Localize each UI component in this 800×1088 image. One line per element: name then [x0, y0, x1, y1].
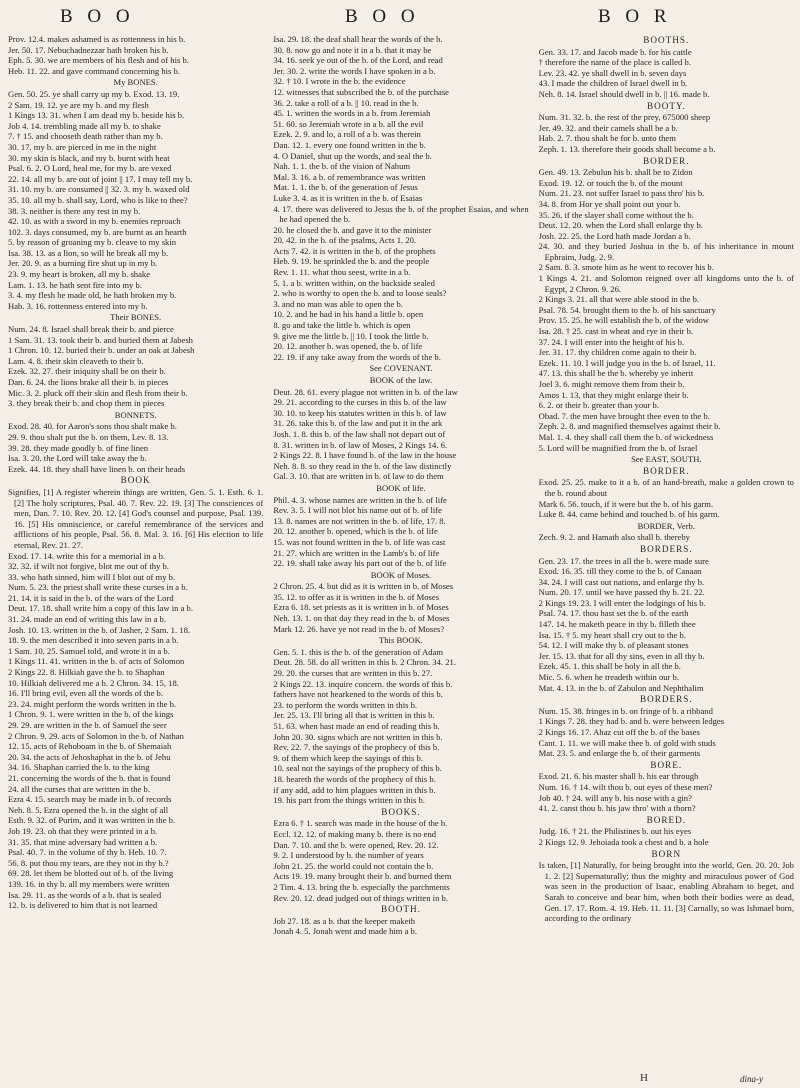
concordance-entry: Lam. 1. 13. he hath sent fire into my b. — [8, 279, 142, 290]
concordance-entry: 2. who is worthy to open the b. and to loose seals? — [273, 288, 447, 299]
concordance-entry: 2 Kings 12. 9. Jehoiada took a chest and b. a hole — [538, 836, 709, 847]
concordance-entry: Num. 24. 8. Israel shall break their b. and pierce — [8, 324, 174, 335]
concordance-entry: 1 Kings 11. 41. written in the b. of acts of Solomon — [8, 656, 185, 667]
entry-heading: BORDER. — [643, 465, 690, 476]
concordance-entry: Isa. 29. 18. the deaf shall hear the words of the b. — [273, 34, 443, 44]
concordance-entry: 5. 1. a b. written within, on the backside sealed — [273, 277, 435, 288]
concordance-entry: Exod. 25. 25. make to it a b. of an hand-breath, make a golden crown to the b. round about — [538, 477, 794, 498]
concordance-entry: Mal. 1. 4. they shall call them the b. of wickedness — [538, 431, 714, 442]
concordance-entry: Psal. 40. 7. in the volume of thy b. Heb. 10. 7. — [8, 847, 167, 858]
concordance-entry: Josh. 10. 13. written in the b. of Jasher, 2 Sam. 1. 18. — [8, 624, 191, 635]
concordance-entry: Mal. 3. 16. a b. of remembrance was written — [273, 171, 426, 182]
concordance-entry: 51. 63. when hast made an end of reading this b. — [273, 721, 440, 731]
concordance-entry: Exod. 28. 40. for Aaron's sons thou shalt make b. — [8, 421, 177, 432]
concordance-entry: Hab. 2. 7. thou shalt be for b. unto them — [538, 133, 676, 144]
concordance-entry: Jer. 31. 17. thy children come again to their b. — [538, 347, 697, 358]
concordance-entry: 21. concerning the words of the b. that is found — [8, 772, 171, 783]
concordance-entry: 6. 2. or their b. greater than your b. — [538, 400, 659, 411]
concordance-entry: Job 40. † 24. will any b. his nose with a gin? — [538, 792, 692, 803]
concordance-entry: Gen. 33. 17. and Jacob made b. for his cattle — [538, 46, 692, 57]
concordance-entry: Dan. 7. 10. and the b. were opened, Rev. 20. 12. — [273, 839, 439, 850]
concordance-entry: 10. seal not the sayings of the prophecy of this b. — [273, 763, 442, 774]
catchword: dina-y — [740, 1074, 763, 1084]
concordance-entry: Acts 7. 42. it is written in the b. of the prophets — [273, 245, 436, 256]
column-right — [539, 34, 794, 1082]
entry-heading: BOOK — [120, 475, 151, 486]
concordance-entry: John 20. 30. signs which are not written in this b. — [273, 731, 443, 742]
concordance-entry: Deut. 17. 18. shall write him a copy of this law in a b. — [8, 603, 193, 614]
entry-heading: BOOTY. — [646, 100, 686, 111]
concordance-entry: Mark 6. 56. touch, if it were but the b. of his garm. — [538, 498, 714, 509]
concordance-entry: Neh. 8. 14. Israel should dwell in b. || 16. made b. — [538, 88, 710, 99]
concordance-entry: 15. was not found written in the b. of life was cast — [273, 536, 446, 547]
concordance-entry: 35. 26. if the slayer shall come without the b. — [538, 209, 694, 220]
sub-heading: BOOK of life. — [376, 482, 426, 493]
concordance-entry: 2 Sam. 19. 12. ye are my b. and my flesh — [8, 99, 149, 110]
concordance-entry: 8. go and take the little b. which is open — [273, 320, 411, 331]
concordance-entry: if any add, add to him plagues written in this b. — [273, 784, 436, 795]
concordance-entry: 2 Kings 16. 17. Ahaz cut off the b. of the bases — [538, 727, 700, 737]
entry-heading: BORDERS. — [639, 543, 693, 554]
concordance-entry: Judg. 16. † 21. the Philistines b. out his eyes — [538, 826, 692, 837]
concordance-entry: Prov. 15. 25. he will establish the b. of the widow — [538, 315, 709, 326]
concordance-entry: Neh. 8. 8. so they read in the b. of the law distinctly — [273, 460, 452, 471]
concordance-entry: 29. 29. are written in the b. of Samuel the seer — [8, 720, 167, 730]
concordance-entry: 3. and no man was able to open the b. — [273, 298, 403, 309]
concordance-entry: 1 Chron. 10. 12. buried their b. under an oak at Jabesh — [8, 345, 195, 356]
concordance-entry: 3. they break their b. and chop them in pieces — [8, 398, 165, 409]
concordance-entry: 4. O Daniel, shut up the words, and seal the b. — [273, 150, 432, 161]
concordance-entry: Rev. 1. 11. what thou seest, write in a b. — [273, 267, 411, 278]
concordance-entry: 1 Sam. 10. 25. Samuel told, and wrote it in a b. — [8, 645, 170, 656]
concordance-entry: Jer. 30. 2. write the words I have spoken in a b. — [273, 65, 436, 76]
sub-heading: BONNETS. — [114, 409, 157, 420]
concordance-entry: 45. 1. written the words in a b. from Jeremiah — [273, 108, 431, 119]
concordance-entry: 102. 3. days consumed, my b. are burnt as an hearth — [8, 226, 187, 237]
concordance-entry: Josh. 1. 8. this b. of the law shall not depart out of — [273, 428, 446, 439]
concordance-entry: Deut. 28. 61. every plague not written in b. of the law — [273, 386, 458, 397]
concordance-entry: 1 Kings 7. 28. they had b. and b. were between ledges — [538, 716, 725, 727]
concordance-entry: 22. 19. shall take away his part out of the b. of life — [273, 558, 447, 569]
concordance-entry: Deut. 12. 20. when the Lord shall enlarge thy b. — [538, 220, 703, 231]
concordance-entry: 69. 28. let them be blotted out of b. of the living — [8, 868, 174, 879]
concordance-entry: 21. 27. which are written in the Lamb's b. of life — [273, 547, 440, 558]
concordance-entry: Num. 16. † 14. wilt thou b. out eyes of these men? — [538, 781, 713, 792]
concordance-entry: 51. 60. so Jeremiah wrote in a b. all the evil — [273, 118, 424, 129]
concordance-entry: Ezek. 11. 10. I will judge you in the b. of Israel, 11. — [538, 357, 716, 368]
concordance-entry: 29. 21. according to the curses in this b. of the law — [273, 397, 447, 408]
concordance-entry: Ezek. 44. 18. they shall have linen b. on their heads — [8, 463, 186, 474]
sub-heading: See EAST, SOUTH. — [631, 454, 702, 465]
concordance-entry: Luke 3. 4. as it is written in the b. of Esaias — [273, 192, 423, 203]
concordance-entry: Isa. 3. 20. the Lord will take away the b. — [8, 453, 147, 464]
column-middle — [273, 34, 528, 1082]
concordance-entry: Gen. 49. 13. Zebulun his b. shall be to Zidon — [538, 167, 693, 178]
concordance-entry: 1 Kings 4. 21. and Solomon reigned over all kingdoms unto the b. of Egypt, 2 Chron. 9. 26. — [538, 273, 794, 294]
concordance-entry: † therefore the name of the place is called b. — [538, 57, 691, 68]
concordance-entry: Lam. 4. 8. their skin cleaveth to their b. — [8, 355, 144, 366]
concordance-entry: Joel 3. 6. might remove them from their b. — [538, 379, 685, 389]
concordance-entry: Isa. 29. 11. as the words of a b. that is sealed — [8, 889, 162, 900]
concordance-entry: Exod. 19. 12. or touch the b. of the mount — [538, 177, 683, 188]
entry-heading: BOOTH. — [381, 904, 421, 915]
column-left — [8, 34, 263, 1082]
concordance-entry: 18. heareth the words of the prophecy of this b. — [273, 773, 436, 784]
concordance-entry: Rev. 22. 7. the sayings of the prophecy of this b. — [273, 742, 440, 753]
concordance-entry: 32. † 10. I wrote in the b. the evidence — [273, 76, 406, 87]
concordance-entry: 9. 2. I understood by b. the number of years — [273, 850, 424, 861]
concordance-entry: 31. 24. made an end of writing this law in a b. — [8, 614, 166, 625]
concordance-entry: Heb. 11. 22. and gave command concerning his b. — [8, 65, 180, 76]
concordance-entry: fathers have not hearkened to the words of this b. — [273, 689, 443, 700]
concordance-entry: Ezek. 2. 9. and lo, a roll of a b. was therein — [273, 129, 421, 140]
concordance-entry: Jonah 4. 5. Jonah went and made him a b. — [273, 926, 418, 937]
concordance-entry: 18. 9. the men described it into seven parts in a b. — [8, 635, 179, 646]
concordance-entry: 1 Chron. 9. 1. were written in the b. of the kings — [8, 709, 174, 720]
concordance-entry: 10. 2. and he had in his hand a little b. open — [273, 309, 424, 320]
sub-heading: This BOOK. — [379, 635, 423, 646]
concordance-entry: 147. 14. he maketh peace in thy b. filleth thee — [538, 619, 696, 630]
concordance-entry: Isa. 38. 13. as a lion, so will he break all my b. — [8, 247, 169, 258]
concordance-entry: 35. 10. all my b. shall say, Lord, who is like to thee? — [8, 194, 188, 205]
running-head-center: B O O — [345, 6, 420, 27]
concordance-entry: Josh. 22. 25. the Lord hath made Jordan a b. — [538, 230, 691, 241]
running-head-left: B O O — [60, 6, 135, 27]
concordance-entry: 3. 4. my flesh he made old, he hath broken my b. — [8, 290, 177, 301]
concordance-entry: Eph. 5. 30. we are members of his flesh and of his b. — [8, 55, 189, 66]
concordance-entry: 35. 12. to offer as it is written in the b. of Moses — [273, 591, 440, 602]
concordance-entry: 31. 10. my b. are consumed || 32. 3. my b. waxed old — [8, 184, 190, 195]
concordance-entry: Exod. 17. 14. write this for a memorial in a b. — [8, 550, 166, 561]
concordance-entry: Acts 19. 19. many brought their b. and burned them — [273, 871, 452, 882]
concordance-entry: 21. 14. it is said in the b. of the wars of the Lord — [8, 592, 174, 603]
concordance-entry: 54. 12. I will make thy b. of pleasant stones — [538, 640, 689, 651]
concordance-entry: Heb. 9. 19. he sprinkled the b. and the people — [273, 256, 430, 267]
concordance-entry: 37. 24. I will enter into the height of his b. — [538, 336, 685, 347]
sub-heading: BOOK of Moses. — [370, 569, 432, 580]
concordance-entry: 2 Kings 22. 8. Hilkiah gave the b. to Shaphan — [8, 667, 165, 678]
concordance-entry: 56. 8. put thou my tears, are they not in thy b.? — [8, 857, 169, 868]
concordance-entry: 36. 2. take a roll of a b. || 10. read in the b. — [273, 97, 419, 108]
concordance-entry: Neh. 13. 1. on that day they read in the b. of Moses — [273, 613, 450, 624]
concordance-entry: Jer. 25. 13. I'll bring all that is written in this b. — [273, 710, 435, 721]
concordance-entry: Psal. 78. 54. brought them to the b. of his sanctuary — [538, 304, 716, 315]
concordance-entry: Dan. 12. 1. every one found written in the b. — [273, 139, 426, 150]
concordance-entry: 39. 28. they made goodly b. of fine linen — [8, 442, 149, 453]
concordance-entry: Mat. 4. 13. in the b. of Zabulon and Nephthalim — [538, 682, 704, 693]
concordance-entry: 9. give me the little b. || 10. I took the little b. — [273, 330, 429, 341]
text-columns — [8, 34, 794, 1082]
concordance-entry: 34. 8. from Hor ye shall point out your b. — [538, 198, 681, 209]
signature-mark: H — [640, 1072, 648, 1084]
concordance-entry: 2 Kings 3. 21. all that were able stood in the b. — [538, 294, 700, 305]
concordance-entry: 2 Kings 22. 8. I have found b. of the law in the house — [273, 450, 457, 461]
concordance-entry: Lev. 23. 42. ye shall dwell in b. seven days — [538, 67, 687, 78]
concordance-entry: Job 4. 14. trembling made all my b. to shake — [8, 120, 161, 131]
concordance-entry: Rev. 20. 12. dead judged out of things written in b. — [273, 892, 448, 903]
concordance-entry: Gen. 5. 1. this is the b. of the generation of Adam — [273, 646, 444, 657]
concordance-entry: Is taken, [1] Naturally, for being brought into the world, Gen. 20. 20. Job 1. 2. [2] Supernaturally; thus the mighty and miraculous power of God was seen in the production of Isaac, enabling Abraham to beget, and Sarah to conceive and bear him, when both their bodies were as dead, Gen. 17. 17. Rom. 4. 19. Heb. 11. 11. [3] Carnally, so was Ishmael born, according to the ordinary — [538, 860, 794, 924]
concordance-entry: Deut. 28. 58. do all written in this b. 2 Chron. 34. 21. — [273, 657, 456, 668]
concordance-entry: 23. 24. might perform the words written in the b. — [8, 698, 177, 709]
concordance-entry: 20. 42. in the b. of the psalms, Acts 1. 20. — [273, 235, 417, 246]
concordance-entry: 34. 24. I will cast out nations, and enlarge thy b. — [538, 576, 705, 587]
concordance-entry: 8. 31. written in b. of law of Moses, 2 Kings 14. 6. — [273, 439, 448, 450]
concordance-entry: 42. 10. as with a sword in my b. enemies reproach — [8, 216, 181, 227]
entry-heading: BORDER. — [643, 155, 690, 166]
sub-heading: See COVENANT. — [369, 363, 433, 374]
concordance-entry: Num. 31. 32. b. the rest of the prey, 675000 sheep — [538, 112, 711, 123]
concordance-entry: Zeph. 2. 8. and magnified themselves against their b. — [538, 421, 721, 432]
concordance-entry: 30. my skin is black, and my b. burnt with heat — [8, 152, 170, 163]
concordance-entry: 10. Hilkiah delivered me a b. 2 Chron. 34. 15, 18. — [8, 677, 179, 688]
concordance-entry: 12. 15. acts of Rehoboam in the b. of Shemaiah — [8, 741, 172, 752]
running-head-right: B O R — [598, 6, 672, 27]
concordance-entry: Eccl. 12. 12. of making many b. there is no end — [273, 828, 437, 839]
concordance-entry: Gal. 3. 10. that are written in b. of law to do them — [273, 471, 444, 482]
concordance-entry: Gen. 23. 17. the trees in all the b. were made sure — [538, 555, 709, 566]
concordance-entry: 20. he closed the b. and gave it to the minister — [273, 224, 432, 235]
concordance-entry: Obad. 7. the men have brought thee even to the b. — [538, 410, 710, 421]
concordance-entry: 12. witnesses that subscribed the b. of the purchase — [273, 86, 449, 97]
concordance-entry: 2 Chron. 9. 29. acts of Solomon in the b. of Nathan — [8, 730, 184, 741]
concordance-entry: 41. 2. canst thou b. his jaw thro' with a thorn? — [538, 803, 696, 814]
sub-heading: BORDER, Verb. — [637, 520, 695, 531]
concordance-entry: Signifies, [1] A register wherein things are written, Gen. 5. 1. Esth. 6. 1. [2] The holy scriptures, Psal. 40. 7. Rev. 22. 19. [3] The consciences of men, Dan. 7. 10. Rev. 20. 12. [4] God's counsel and purpose, Psal. 139. 16. [5] His omniscience, or careful remembrance of the services and afflictions of his people, Psal. 56. 8. Mal. 3. 16. [6] His election to life eternal, Rev. 21. 27. — [8, 486, 264, 550]
concordance-entry: 13. 8. names are not written in the b. of life, 17. 8. — [273, 515, 446, 526]
concordance-entry: Isa. 28. † 25. cast in wheat and rye in their b. — [538, 326, 694, 337]
concordance-entry: Prov. 12.4. makes ashamed is as rottenness in his b. — [8, 34, 186, 44]
concordance-entry: 24. all the curses that are written in the b. — [8, 783, 150, 794]
concordance-entry: Exod. 21. 6. his master shall b. his ear through — [538, 771, 699, 782]
concordance-entry: Mic. 5. 6. when he treadeth within our b. — [538, 672, 679, 683]
concordance-entry: 1 Kings 13. 31. when I am dead my b. beside his b. — [8, 110, 185, 121]
concordance-entry: Luke 8. 44. came behind and touched b. of his garm. — [538, 509, 720, 520]
concordance-entry: Jer. 20. 9. as a burning fire shut up in my b. — [8, 258, 158, 269]
concordance-entry: Gen. 50. 25. ye shall carry up my b. Exod. 13. 19. — [8, 88, 180, 99]
concordance-entry: 22. 19. if any take away from the words of the b. — [273, 351, 441, 362]
concordance-entry: Dan. 6. 24. the lions brake all their b. in pieces — [8, 377, 169, 387]
concordance-entry: Esth. 9. 32. of Purim, and it was written in the b. — [8, 815, 176, 826]
concordance-entry: 2 Tim. 4. 13. bring the b. especially the parchments — [273, 881, 450, 892]
entry-heading: BOOKS. — [381, 806, 421, 817]
concordance-entry: Zech. 9. 2. and Hamath also shall b. thereby — [538, 532, 690, 543]
concordance-entry: 20. 34. the acts of Jehoshaphat in the b. of Jehu — [8, 751, 171, 762]
concordance-entry: 7. † 15. and chooseth death rather than my b. — [8, 131, 163, 142]
concordance-entry: Num. 15. 38. fringes in b. on fringe of b. a ribband — [538, 705, 713, 716]
sub-heading: BOOK of the law. — [369, 375, 433, 385]
concordance-entry: Zeph. 1. 13. therefore their goods shall become a b. — [538, 143, 716, 154]
concordance-entry: 31. 26. take this b. of the law and put it in the ark — [273, 418, 443, 429]
concordance-entry: 139. 16. in thy b. all my members were written — [8, 878, 170, 889]
concordance-entry: 4. 17. there was delivered to Jesus the b. of the prophet Esaias, and when he had opened the b. — [273, 203, 529, 225]
entry-heading: BORDERS. — [639, 694, 693, 705]
concordance-entry: Mat. 23. 5. and enlarge the b. of their garments — [538, 748, 701, 759]
concordance-entry: Amos 1. 13. that they might enlarge their b. — [538, 389, 689, 400]
concordance-entry: Jer. 49. 32. and their camels shall be a b. — [538, 122, 678, 133]
concordance-entry: Ezra 6. † 1. search was made in the house of the b. — [273, 818, 448, 829]
concordance-entry: 47. 13. this shall be the b. whereby ye inherit — [538, 368, 694, 379]
concordance-entry: Psal. 6. 2. O Lord, heal me, for my b. are vexed — [8, 163, 172, 174]
concordance-entry: Nah. 1. 1. the b. of the vision of Nahum — [273, 161, 411, 172]
concordance-entry: Mic. 3. 2. pluck off their skin and flesh from their b. — [8, 387, 188, 398]
concordance-entry: 1 Sam. 31. 13. took their b. and buried them at Jabesh — [8, 334, 193, 345]
concordance-entry: Num. 21. 23. not suffer Israel to pass thro' his b. — [538, 188, 705, 199]
entry-heading: BOOTHS. — [643, 35, 690, 45]
concordance-entry: 34. 16. Shaphan carried the b. to the king — [8, 762, 150, 773]
concordance-entry: Hab. 3. 16. rottenness entered into my b. — [8, 300, 148, 311]
concordance-entry: John 21. 25. the world could not contain the b. — [273, 860, 434, 871]
concordance-entry: Psal. 74. 17. thou hast set the b. of the earth — [538, 608, 689, 619]
entry-heading: BORN — [651, 848, 682, 859]
entry-heading: BORE. — [650, 759, 683, 770]
concordance-entry: 19. his part from the things written in this b. — [273, 795, 425, 806]
concordance-entry: 20. 12. another b. opened, which is the b. of life — [273, 526, 438, 537]
concordance-entry: Ezek. 45. 1. this shall be holy in all the b. — [538, 661, 681, 672]
concordance-entry: Exod. 16. 35. till they come to the b. of Canaan — [538, 566, 702, 577]
concordance-entry: 22. 14. all my b. are out of joint || 17. I may tell my b. — [8, 173, 193, 184]
concordance-entry: Neh. 8. 5. Ezra opened the b. in the sight of all — [8, 804, 169, 815]
sub-heading: My BONES. — [113, 77, 158, 88]
concordance-entry: 29. 9. thou shalt put the b. on them, Lev. 8. 13. — [8, 431, 169, 442]
concordance-entry: 2 Chron. 25. 4. but did as it is written in b. of Moses — [273, 581, 454, 592]
concordance-entry: 30. 8. now go and note it in a b. that it may be — [273, 44, 432, 55]
concordance-entry: 33. who hath sinned, him will I blot out of my b. — [8, 571, 176, 582]
concordance-entry: Jer. 15. 13. that for all thy sins, even in all thy b. — [538, 650, 705, 661]
concordance-entry: 29. 20. the curses that are written in this b. 27. — [273, 668, 433, 679]
concordance-entry: 2 Sam. 8. 3. smote him as he went to recover his b. — [538, 262, 714, 273]
concordance-entry: Isa. 15. † 5. my heart shall cry out to the b. — [538, 629, 686, 640]
concordance-entry: 5. by reason of groaning my b. cleave to my skin — [8, 237, 177, 248]
concordance-entry: Mark 12. 26. have ye not read in the b. of Moses? — [273, 623, 445, 634]
concordance-entry: 23. to perform the words written in this b. — [273, 699, 418, 710]
concordance-entry: 2 Kings 22. 13. inquire concern. the words of this b. — [273, 678, 453, 689]
concordance-entry: 2 Kings 19. 23. I will enter the lodgings of his b. — [538, 597, 706, 608]
concordance-entry: Job 19. 23. oh that they were printed in a b. — [8, 825, 158, 836]
concordance-entry: 24. 30. and they buried Joshua in the b. of his inheritance in mount Ephraim, Judg. 2. 9. — [538, 241, 794, 262]
concordance-entry: 20. 12. another b. was opened, the b. of life — [273, 341, 423, 352]
concordance-entry: 30. 17. my b. are pierced in me in the night — [8, 141, 157, 152]
concordance-entry: Ezra 6. 18. set priests as it is written in b. of Moses — [273, 602, 449, 613]
concordance-entry: Ezra 4. 15. search may be made in b. of records — [8, 794, 172, 805]
running-head — [0, 6, 800, 32]
concordance-entry: Num. 5. 23. the priest shall write these curses in a b. — [8, 582, 188, 593]
concordance-entry: Mat. 1. 1. the b. of the generation of Jesus — [273, 182, 418, 193]
concordance-entry: Rev. 3. 5. I will not blot his name out of b. of life — [273, 505, 442, 516]
concordance-entry: Jer. 50. 17. Nebuchadnezzar hath broken his b. — [8, 44, 169, 55]
concordance-entry: 31. 35. that mine adversary had written a b. — [8, 836, 158, 847]
concordance-entry: 34. 16. seek ye out of the b. of the Lord, and read — [273, 55, 443, 66]
concordance-entry: 12. b. is delivered to him that is not learned — [8, 900, 158, 911]
concordance-entry: Job 27. 18. as a b. that the keeper maketh — [273, 915, 416, 926]
concordance-entry: 32. 32. if wilt not forgive, blot me out of thy b. — [8, 561, 169, 572]
concordance-entry: Phil. 4. 3. whose names are written in the b. of life — [273, 494, 447, 505]
concordance-entry: 23. 9. my heart is broken, all my b. shake — [8, 269, 151, 280]
concordance-entry: 38. 3. neither is there any rest in my b. — [8, 205, 141, 216]
concordance-entry: Cant. 1. 11. we will make thee b. of gold with studs — [538, 737, 716, 748]
sub-heading: Their BONES. — [110, 312, 162, 323]
concordance-entry: 43. I made the children of Israel dwell in b. — [538, 78, 688, 89]
concordance-entry: Ezek. 32. 27. their iniquity shall be on their b. — [8, 366, 166, 377]
concordance-entry: 16. I'll bring evil, even all the words of the b. — [8, 688, 164, 699]
entry-heading: BORED. — [646, 814, 687, 825]
concordance-entry: Num. 20. 17. until we have passed thy b. 21. 22. — [538, 587, 705, 598]
concordance-entry: 9. of them which keep the sayings of this b. — [273, 752, 423, 763]
concordance-entry: 30. 10. to keep his statutes written in this b. of law — [273, 407, 447, 418]
concordance-entry: 5. Lord will be magnified from the b. of Israel — [538, 442, 698, 453]
